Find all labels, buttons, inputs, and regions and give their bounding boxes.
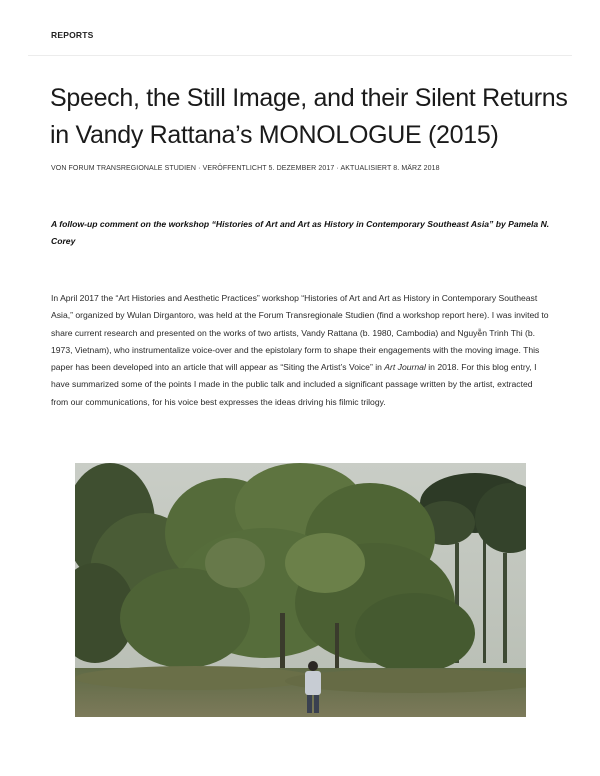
article-image [75,463,526,717]
article-meta: VON FORUM TRANSREGIONALE STUDIEN · VERÖFFENTLICHT 5. DEZEMBER 2017 · AKTUALISIERT 8. MÄRZ 2018 [51,165,440,172]
updated-label: AKTUALISIERT [340,165,392,172]
body-text-part2: ). I was invited to share current research and presented on the works of two artists, Vandy Rattana (b. 1980, Cambodia) and Nguyễn Trinh Thi (b. 1973, Vietnam), who instrumentalize voice-over and the epistolary form to shape their engagements with the moving image. This paper has been developed into an article that will appear as “Siting the Artist’s Voice” in [51,310,549,373]
body-text-part3: in 2018. For this blog entry, I have summarized some of the points I made in the public talk and included a significant passage written by the artist, extracted from our communications, for his voice best expresses the ideas driving his filmic trilogy. [51,362,537,407]
category-link[interactable]: REPORTS [51,30,94,40]
updated-date: 8. MÄRZ 2018 [393,165,440,172]
journal-title: Art Journal [384,362,426,373]
film-still-graphic [75,463,526,717]
header-divider [28,55,572,56]
article-title: Speech, the Still Image, and their Silent Returns in Vandy Rattana’s MONOLOGUE (2015) [50,84,568,149]
body-paragraph [51,290,551,411]
author-link[interactable]: FORUM TRANSREGIONALE STUDIEN [68,165,197,172]
workshop-report-link[interactable]: here [466,310,485,321]
published-date: 5. DEZEMBER 2017 [268,165,335,172]
author-prefix: VON [51,165,67,172]
body-text-part1: In April 2017 the “Art Histories and Aesthetic Practices” workshop “Histories of Art and Art as History in Contemporary Southeast Asia,” organized by Wulan Dirgantoro, was held at the Forum Transregionale Studien (find a workshop report [51,293,538,321]
lead-paragraph: A follow-up comment on the workshop “Histories of Art and Art as History in Contemporary Southeast Asia” by Pamela N. Corey [51,219,550,246]
published-label: VERÖFFENTLICHT [202,165,267,172]
